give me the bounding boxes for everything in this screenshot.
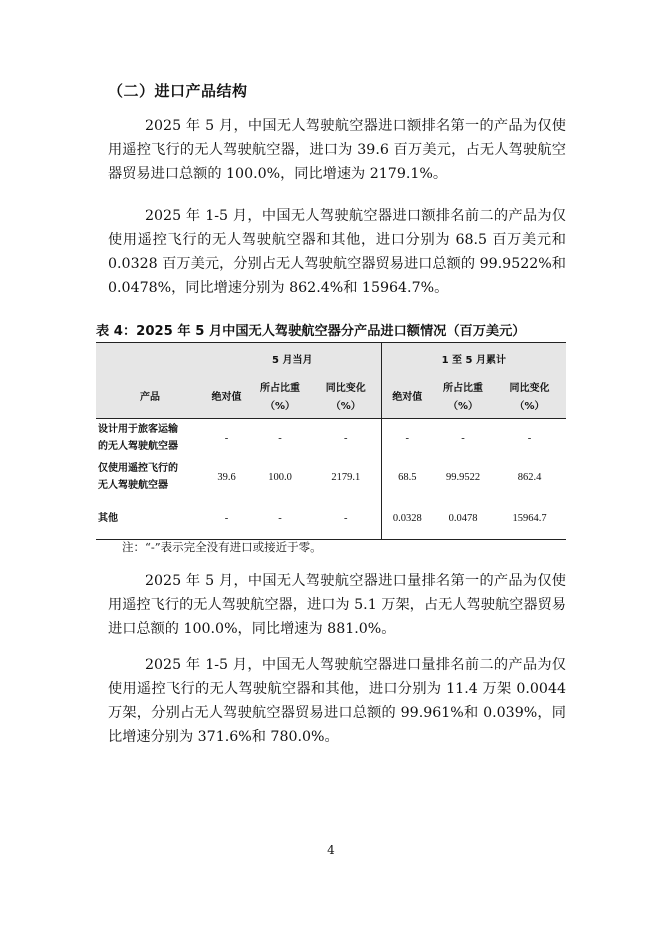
product-line: 仅使用遥控飞行的 (98, 463, 178, 474)
cell-cum-share: 99.9522 (445, 471, 481, 483)
table-note: 注：“-”表示完全没有进口或接近于零。 (122, 540, 322, 554)
product-line: 无人驾驶航空器 (98, 480, 168, 491)
section-heading: （二）进口产品结构 (108, 82, 248, 100)
row-product (96, 457, 204, 497)
cell-cum-abs: 0.0328 (381, 497, 433, 540)
header-unit: （%） (264, 401, 296, 412)
table-group-header-row (96, 343, 566, 379)
col-header-cum-yoy (493, 378, 566, 419)
table-header-month: 5 月当月 (204, 343, 381, 379)
table-row (96, 419, 566, 458)
cell-month-share: - (249, 497, 311, 540)
cell-month-share: - (278, 432, 282, 444)
cell-month-abs: - (204, 497, 249, 540)
header-line: 同比变化 (509, 383, 550, 394)
cell-month-yoy: - (344, 432, 348, 444)
cell-cum-share: - (461, 432, 465, 444)
paragraph-import-value-may: 2025 年 5 月，中国无人驾驶航空器进口额排名第一的产品为仅使用遥控飞行的无人驾驶航空器，进口为 39.6 百万美元，占无人驾驶航空器贸易进口总额的 100.0%，同比增速为 2179.1%。 (108, 118, 566, 182)
col-header-product: 产品 (96, 378, 204, 419)
product-line: 的无人驾驶航空器 (98, 441, 178, 452)
paragraph-import-volume-may: 2025 年 5 月，中国无人驾驶航空器进口量排名第一的产品为仅使用遥控飞行的无人驾驶航空器，进口为 5.1 万架，占无人驾驶航空器贸易进口总额的 100.0%，同比增速为 881.0%。 (108, 573, 566, 637)
table-header-blank (96, 343, 204, 379)
col-header-cum-abs: 绝对值 (381, 378, 433, 419)
table-caption: 表 4：2025 年 5 月中国无人驾驶航空器分产品进口额情况（百万美元） (96, 324, 526, 339)
header-unit: （%） (330, 401, 361, 412)
cell-cum-yoy: - (527, 432, 532, 444)
header-line: 所占比重 (260, 383, 300, 394)
cell-month-abs: - (224, 432, 229, 444)
cell-month-share: 100.0 (268, 471, 292, 483)
paragraph-import-value-jan-may: 2025 年 1-5 月，中国无人驾驶航空器进口额排名前二的产品为仅使用遥控飞行的无人驾驶航空器和其他，进口分别为 68.5 百万美元和 0.0328 百万美元，分别占无人驾驶航空器贸易进口总额的 99.9522%和 0.0478%，同比增速分别为 862.4%和 15964.7%。 (108, 208, 566, 296)
header-line: 同比变化 (325, 383, 366, 394)
cell-month-yoy: - (311, 497, 381, 540)
col-header-month-share (249, 378, 311, 419)
table-row (96, 457, 566, 497)
paragraph-import-volume-jan-may: 2025 年 1-5 月，中国无人驾驶航空器进口量排名前二的产品为仅使用遥控飞行的无人驾驶航空器和其他，进口分别为 11.4 万架 0.0044 万架，分别占无人驾驶航空器贸易进口总额的 99.961%和 0.039%，同比增速分别为 371.6%和 780.0%。 (108, 657, 566, 745)
cell-cum-abs: - (381, 419, 433, 458)
cell-cum-abs: 68.5 (381, 457, 433, 497)
row-product (96, 419, 204, 458)
header-unit: （%） (448, 401, 479, 412)
header-line: 所占比重 (443, 383, 484, 394)
cell-month-yoy: 2179.1 (331, 471, 361, 483)
product-line: 设计用于旅客运输 (98, 424, 178, 435)
cell-cum-share: 0.0478 (433, 497, 493, 540)
page-number: 4 (327, 843, 335, 857)
col-header-cum-share (433, 378, 493, 419)
cell-month-abs: 39.6 (217, 471, 236, 483)
table-header-cumulative: 1 至 5 月累计 (381, 343, 566, 379)
import-value-table (96, 342, 566, 540)
header-unit: （%） (514, 401, 545, 412)
table-row (96, 497, 566, 540)
row-product: 其他 (96, 497, 204, 540)
table-column-header-row (96, 378, 566, 419)
col-header-month-abs: 绝对值 (204, 378, 249, 419)
col-header-month-yoy (311, 378, 381, 419)
cell-cum-yoy: 15964.7 (493, 497, 566, 540)
cell-cum-yoy: 862.4 (517, 471, 542, 483)
